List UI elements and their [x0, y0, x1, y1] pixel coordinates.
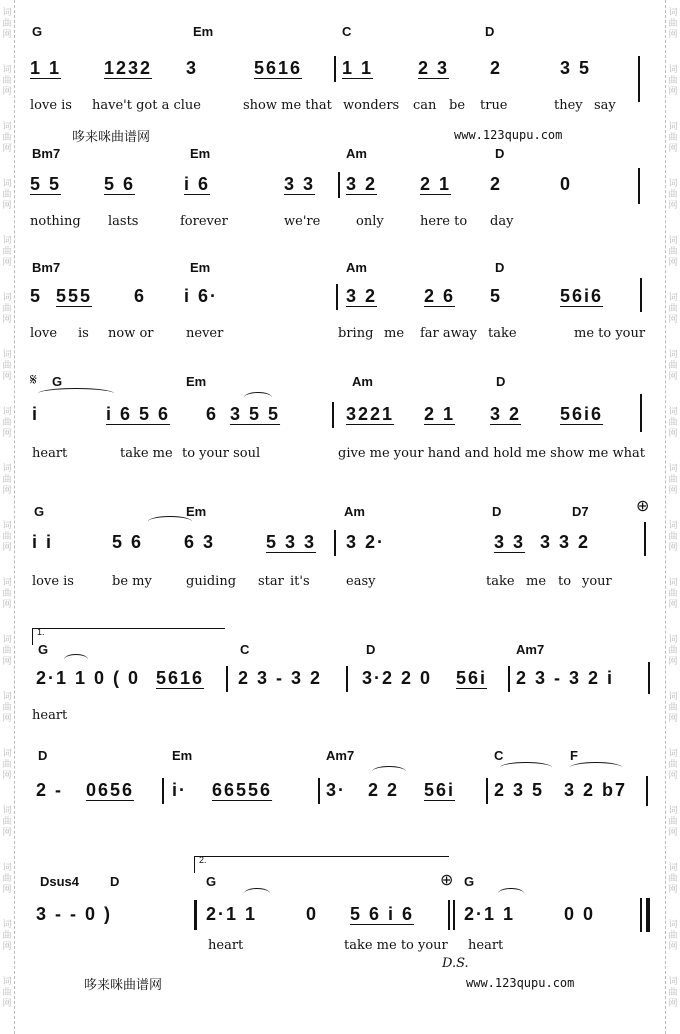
lyric: they — [554, 98, 583, 113]
note-group: 5616 — [254, 58, 303, 78]
note-group: i i — [32, 532, 54, 552]
bar-line — [346, 666, 348, 692]
lyric: your — [582, 574, 612, 589]
chord: D — [492, 504, 502, 519]
coda-sign: ⊕ — [440, 870, 454, 889]
chord: F — [570, 748, 578, 763]
side-watermark-text: 词 曲 网 — [2, 179, 12, 211]
side-watermark-text: 词 曲 网 — [668, 635, 678, 667]
side-watermark-text: 词 曲 网 — [2, 122, 12, 154]
lyric: never — [186, 326, 224, 341]
side-watermark-text: 词 曲 网 — [2, 749, 12, 781]
note-group: 3 2 — [490, 404, 522, 424]
chord: Am — [344, 504, 365, 519]
final-bar-thick — [646, 898, 650, 932]
bar-line — [646, 776, 648, 806]
lyric: now or — [108, 326, 154, 341]
chord: C — [494, 748, 504, 763]
lyric: easy — [346, 574, 376, 589]
note-group: 3 — [186, 58, 199, 78]
chord: Bm7 — [32, 146, 61, 161]
chord: G — [34, 504, 45, 519]
note-group: i — [32, 404, 40, 424]
side-watermark-text: 词 曲 网 — [668, 692, 678, 724]
lyric: heart — [32, 708, 68, 723]
lyric: lasts — [108, 214, 139, 229]
lyric: day — [490, 214, 514, 229]
site-name-cn: 哆来咪曲谱网 — [72, 130, 151, 145]
note-group: 3 3 — [494, 532, 526, 552]
chord: D — [495, 146, 505, 161]
lyric: true — [480, 98, 508, 113]
volta-bracket-2 — [194, 856, 449, 873]
side-watermark-text: 词 曲 网 — [2, 407, 12, 439]
chord: Em — [186, 504, 207, 519]
side-watermark-text: 词 曲 网 — [668, 350, 678, 382]
note-group: 0 — [560, 174, 573, 194]
bar-line — [338, 172, 340, 198]
note-group: 56i — [456, 668, 488, 688]
chord: G — [464, 874, 475, 889]
side-watermark-text: 词 曲 网 — [2, 635, 12, 667]
bar-line — [508, 666, 510, 692]
lyric: be — [449, 98, 466, 113]
note-group: 2 3 - 3 2 — [238, 668, 323, 688]
side-watermark-text: 词 曲 网 — [2, 578, 12, 610]
bar-line — [336, 284, 338, 310]
slur — [244, 392, 272, 403]
note-group: 2 6 — [424, 286, 456, 306]
bar-line — [486, 778, 488, 804]
note-group: 3 5 5 — [230, 404, 281, 424]
side-watermark-text: 词 曲 网 — [2, 863, 12, 895]
note-group: i 6 5 6 — [106, 404, 171, 424]
chord: Em — [186, 374, 207, 389]
note-group: 6 — [206, 404, 219, 424]
coda-sign: ⊕ — [636, 496, 650, 515]
lyric: me — [526, 574, 547, 589]
side-watermark-text: 词 曲 网 — [668, 65, 678, 97]
note-group: 56i6 — [560, 404, 604, 424]
chord: G — [52, 374, 63, 389]
chord: Am — [352, 374, 373, 389]
lyric: take me — [120, 446, 173, 461]
note-group: 1232 — [104, 58, 153, 78]
side-watermark-text: 词 曲 网 — [668, 749, 678, 781]
note-group: 0 0 — [564, 904, 596, 924]
chord: G — [32, 24, 43, 39]
ds-label: D.S. — [442, 956, 469, 971]
note-group: 3 2 — [346, 174, 378, 194]
bar-line — [226, 666, 228, 692]
note-group: 3·2 2 0 — [362, 668, 433, 688]
footer-site-url: www.123qupu.com — [466, 976, 575, 990]
side-watermark-text: 词 曲 网 — [2, 692, 12, 724]
side-watermark-text: 词 曲 网 — [668, 977, 678, 1009]
lyric: star — [258, 574, 284, 589]
note-group: 3 3 2 — [540, 532, 591, 552]
note-group: 5616 — [156, 668, 205, 688]
note-group: 2 1 — [424, 404, 456, 424]
side-watermark-text: 词 曲 网 — [668, 293, 678, 325]
note-group: 5 6 i 6 — [350, 904, 415, 924]
lyric: say — [594, 98, 616, 113]
note-group: 2 3 — [418, 58, 450, 78]
chord: Em — [172, 748, 193, 763]
note-group: 2 3 - 3 2 i — [516, 668, 615, 688]
note-group: 66556 — [212, 780, 273, 800]
side-watermark-text: 词 曲 网 — [2, 920, 12, 952]
chord: D — [485, 24, 495, 39]
chord: G — [38, 642, 49, 657]
slur — [500, 762, 552, 773]
side-watermark-text: 词 曲 网 — [668, 122, 678, 154]
bar-line — [638, 56, 640, 102]
side-watermark-text: 词 曲 网 — [2, 464, 12, 496]
note-group: 3 2· — [346, 532, 386, 552]
note-group: i 6 — [184, 174, 211, 194]
chord: D7 — [572, 504, 589, 519]
chord: D — [496, 374, 506, 389]
lyric: take me to your — [344, 938, 448, 953]
note-group: 2·1 1 — [464, 904, 516, 924]
bar-line — [648, 662, 650, 694]
lyric: heart — [468, 938, 504, 953]
lyric: me — [384, 326, 405, 341]
side-watermark-text: 词 曲 网 — [668, 236, 678, 268]
chord: Am7 — [326, 748, 355, 763]
chord: Bm7 — [32, 260, 61, 275]
note-group: 3 2 — [346, 286, 378, 306]
chord: D — [366, 642, 376, 657]
note-group: 3 2 b7 — [564, 780, 628, 800]
lyric: is — [78, 326, 89, 341]
lyric: nothing — [30, 214, 81, 229]
bar-line — [332, 402, 334, 428]
note-group: 56i — [424, 780, 456, 800]
slur — [38, 388, 114, 399]
lyric: me to your — [574, 326, 646, 341]
note-group: 6 3 — [184, 532, 216, 552]
lyric: far away — [420, 326, 477, 341]
lyric: only — [356, 214, 384, 229]
note-group: 3· — [326, 780, 347, 800]
slur — [372, 766, 406, 777]
chord: Am7 — [516, 642, 545, 657]
note-group: 3 3 — [284, 174, 316, 194]
repeat-end-bar — [194, 900, 197, 930]
note-group: 56i6 — [560, 286, 604, 306]
bar-line — [334, 56, 336, 82]
lyric: to your soul — [182, 446, 261, 461]
lyric: we're — [284, 214, 321, 229]
lyric: love — [30, 326, 58, 341]
bar-line — [334, 530, 336, 556]
side-watermark-text: 词 曲 网 — [668, 407, 678, 439]
side-watermark-text: 词 曲 网 — [2, 293, 12, 325]
lyric: heart — [32, 446, 68, 461]
slur — [498, 888, 524, 899]
lyric: show me that — [243, 98, 332, 113]
footer-site-name-cn: 哆来咪曲谱网 — [84, 978, 163, 993]
bar-line — [640, 394, 642, 432]
side-watermark-text: 词 曲 网 — [2, 977, 12, 1009]
slur — [64, 654, 88, 665]
slur — [244, 888, 270, 899]
note-group: 555 — [56, 286, 93, 306]
lyric: love is — [32, 574, 74, 589]
note-group: 0 — [306, 904, 319, 924]
lyric: can — [413, 98, 437, 113]
bar-line — [318, 778, 320, 804]
chord: C — [240, 642, 250, 657]
note-group: 2·1 1 — [206, 904, 258, 924]
lyric: take — [486, 574, 515, 589]
note-group: 5 — [490, 286, 503, 306]
site-url: www.123qupu.com — [454, 128, 563, 142]
lyric: here to — [420, 214, 468, 229]
side-watermark-text: 词 曲 网 — [668, 8, 678, 40]
bar-line — [644, 522, 646, 556]
chord: C — [342, 24, 352, 39]
note-group: i 6· — [184, 286, 219, 306]
chord: Em — [190, 260, 211, 275]
chord: D — [38, 748, 48, 763]
lyric: have't got a clue — [92, 98, 201, 113]
side-watermark-text: 词 曲 网 — [2, 8, 12, 40]
note-group: 2 — [490, 58, 503, 78]
note-group: 1 1 — [30, 58, 62, 78]
note-group: 2 3 5 — [494, 780, 545, 800]
note-group: 2 1 — [420, 174, 452, 194]
note-group: 5 6 — [112, 532, 144, 552]
note-group: 2·1 1 0 ( 0 — [36, 668, 141, 688]
lyric: be my — [112, 574, 152, 589]
note-group: 3221 — [346, 404, 395, 424]
bar-line — [640, 278, 642, 312]
note-group: 2 2 — [368, 780, 400, 800]
note-group: 5 — [30, 286, 43, 306]
side-watermark-text: 词 曲 网 — [668, 863, 678, 895]
segno-sign: 𝄋 — [30, 370, 37, 389]
lyric: give me your hand and hold me show me what — [338, 446, 645, 461]
note-group: 5 5 — [30, 174, 62, 194]
note-group: i· — [172, 780, 187, 800]
slur — [570, 762, 622, 773]
chord: D — [495, 260, 505, 275]
volta-label: 1. — [37, 627, 45, 637]
lyric: bring — [338, 326, 374, 341]
volta-label: 2. — [199, 855, 207, 865]
side-watermark-text: 词 曲 网 — [668, 179, 678, 211]
note-group: 5 3 3 — [266, 532, 317, 552]
note-group: 3 5 — [560, 58, 592, 78]
side-watermark-text: 词 曲 网 — [2, 350, 12, 382]
bar-line — [638, 168, 640, 204]
side-watermark-text: 词 曲 网 — [2, 236, 12, 268]
lyric: wonders — [343, 98, 400, 113]
chord: Em — [190, 146, 211, 161]
side-watermark-text: 词 曲 网 — [668, 521, 678, 553]
bar-line — [162, 778, 164, 804]
chord: G — [206, 874, 217, 889]
lyric: forever — [180, 214, 228, 229]
lyric: to — [558, 574, 572, 589]
bar-line — [453, 900, 455, 930]
lyric: heart — [208, 938, 244, 953]
chord: Dsus4 — [40, 874, 80, 889]
side-watermark-text: 词 曲 网 — [668, 920, 678, 952]
bar-line — [448, 900, 450, 930]
chord: Am — [346, 146, 367, 161]
lyric: it's — [290, 574, 310, 589]
note-group: 3 - - 0 ) — [36, 904, 113, 924]
slur — [148, 516, 192, 527]
side-watermark-text: 词 曲 网 — [668, 464, 678, 496]
note-group: 2 - — [36, 780, 64, 800]
note-group: 1 1 — [342, 58, 374, 78]
chord: Am — [346, 260, 367, 275]
lyric: love is — [30, 98, 72, 113]
volta-bracket-1 — [32, 628, 225, 645]
side-watermark-text: 词 曲 网 — [2, 806, 12, 838]
final-bar-thin — [640, 898, 642, 932]
side-watermark-text: 词 曲 网 — [668, 806, 678, 838]
note-group: 0656 — [86, 780, 135, 800]
side-watermark-text: 词 曲 网 — [2, 65, 12, 97]
chord: D — [110, 874, 120, 889]
chord: Em — [193, 24, 214, 39]
side-watermark-text: 词 曲 网 — [668, 578, 678, 610]
note-group: 2 — [490, 174, 503, 194]
lyric: take — [488, 326, 517, 341]
note-group: 6 — [134, 286, 147, 306]
lyric: guiding — [186, 574, 237, 589]
side-watermark-text: 词 曲 网 — [2, 521, 12, 553]
note-group: 5 6 — [104, 174, 136, 194]
